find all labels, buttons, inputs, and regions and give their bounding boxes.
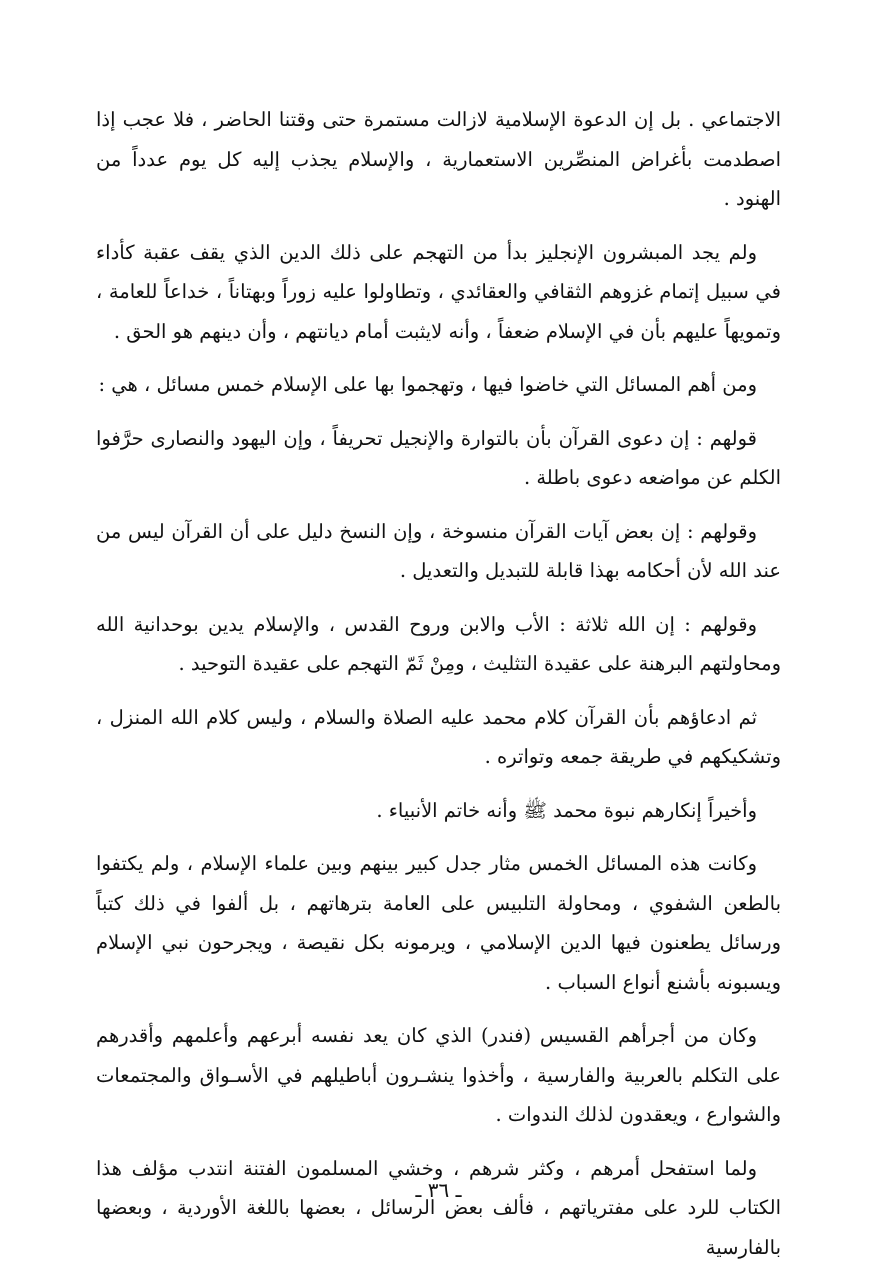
paragraph-7: ثم ادعاؤهم بأن القرآن كلام محمد عليه الصلاة والسلام ، وليس كلام الله المنزل ، وتشكيكهم في طريقة جمعه وتواتره .: [96, 705, 781, 768]
paragraph-2: ولم يجد المبشرون الإنجليز بدأ من التهجم على ذلك الدين الذي يقف عقبة كأداء في سبيل إتمام غزوهم الثقافي والعقائدي ، وتطاولوا عليه زوراً وبهتاناً ، خداعاً للعامة ، وتمويهاً عليهم بأن في الإسلام ضعفاً ، وأنه لايثبت أمام ديانتهم ، وأن دينهم هو الحق .: [96, 240, 781, 343]
paragraph-9: وكانت هذه المسائل الخمس مثار جدل كبير بينهم وبين علماء الإسلام ، ولم يكتفوا بالطعن الشفوي ، ومحاولة التلبيس على العامة بترهاتهم ، بل ألفوا في ذلك كتباً ورسائل يطعنون فيها الدين الإسلامي ، ويرمونه بكل نقيصة ، ويجرحون نبي الإسلام ويسبونه بأشنع أنواع السباب .: [96, 852, 781, 994]
paragraph-10: وكان من أجرأهم القسيس (فندر) الذي كان يعد نفسه أبرعهم وأعلمهم وأقدرهم على التكلم بالعربية والفارسية ، وأخذوا ينشـرون أباطيلهم في الأسـواق والمجتمعات والشوارع ، ويعقدون لذلك الندوات .: [96, 1024, 781, 1126]
paragraph-8: وأخيراً إنكارهم نبوة محمد ﷺ وأنه خاتم الأنبياء .: [376, 798, 757, 822]
paragraph-1: الاجتماعي . بل إن الدعوة الإسلامية لازالت مستمرة حتى وقتنا الحاضر ، فلا عجب إذا اصطدمت بأغراض المنصِّرين الاستعمارية ، والإسلام يجذب إليه كل يوم عدداً من الهنود .: [96, 108, 781, 210]
paragraph-5: وقولهم : إن بعض آيات القرآن منسوخة ، وإن النسخ دليل على أن القرآن ليس من عند الله لأن أحكامه بهذا قابلة للتبديل والتعديل .: [96, 519, 781, 582]
body-text: [96, 100, 781, 1281]
paragraph-11: ولما استفحل أمرهم ، وكثر شرهم ، وخشي المسلمون الفتنة انتدب مؤلف هذا الكتاب للرد على مفترياتهم ، فألف بعض الرسائل ، بعضها باللغة الأوردية ، وبعضها بالفارسية: [96, 1156, 781, 1259]
paragraph-3: ومن أهم المسائل التي خاضوا فيها ، وتهجموا بها على الإسلام خمس مسائل ، هي :: [98, 373, 757, 396]
paragraph-4: قولهم : إن دعوى القرآن بأن بالتوارة والإنجيل تحريفاً ، وإن اليهود والنصارى حرَّفوا الكلم عن مواضعه دعوى باطلة .: [96, 426, 781, 489]
paragraph-6: وقولهم : إن الله ثلاثة : الأب والابن وروح القدس ، والإسلام يدين بوحدانية الله ومحاولتهم البرهنة على عقيدة التثليث ، ومِنْ ثَمّ التهجم على عقيدة التوحيد .: [96, 612, 781, 675]
page-number: ـ ٣٦ ـ: [415, 1178, 462, 1202]
